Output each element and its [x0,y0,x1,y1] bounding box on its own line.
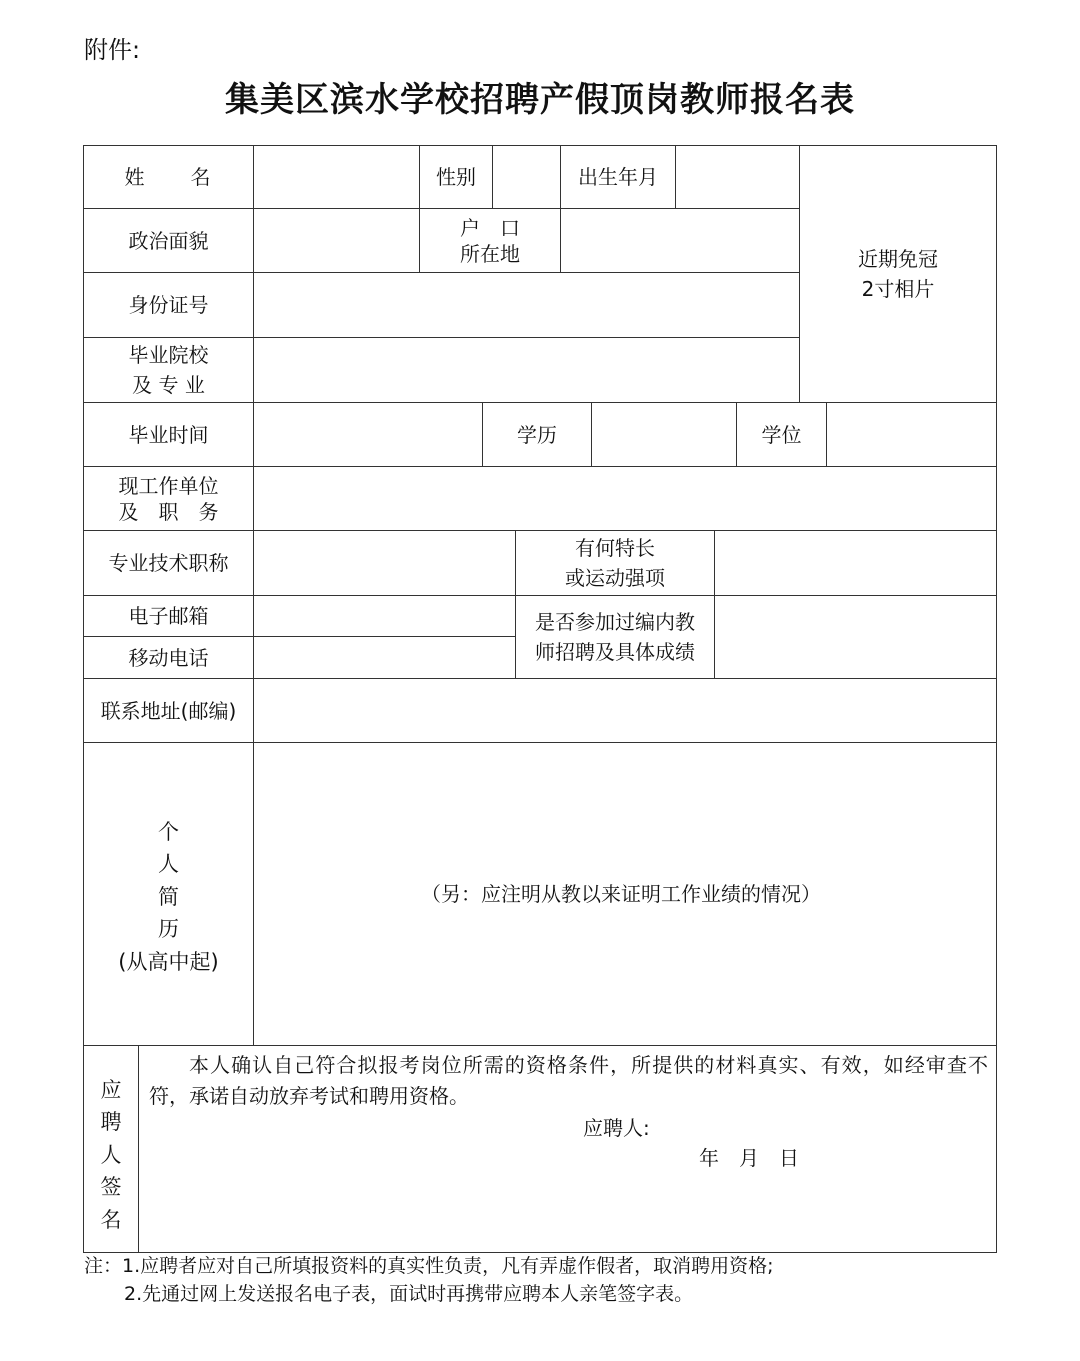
photo-hint-line1: 近期免冠 [858,247,938,271]
political-field[interactable] [253,208,420,273]
school-label-line2: 及 专 业 [132,373,205,397]
hukou-label-line1: 户 口 [460,215,520,240]
specialty-field[interactable] [714,530,997,596]
gender-label: 性别 [419,145,493,209]
photo-hint-line2: 2寸相片 [861,277,935,301]
title-rank-label: 专业技术职称 [83,530,254,596]
id-number-label: 身份证号 [83,272,254,338]
prior-label-line1: 是否参加过编内教 [535,610,695,634]
email-field[interactable] [253,595,516,637]
resume-char: 人 [158,852,179,877]
grad-time-field[interactable] [253,402,483,467]
resume-char: 历 [158,917,179,942]
name-label: 姓 名 [83,145,254,209]
birth-field[interactable] [675,145,800,209]
address-label: 联系地址(邮编) [83,678,254,743]
degree-field[interactable] [826,402,997,467]
declaration-text: 本人确认自己符合拟报考岗位所需的资格条件，所提供的材料真实、有效，如经审查不符，承诺自动放弃考试和聘用资格。 [149,1053,988,1108]
birth-label: 出生年月 [560,145,676,209]
resume-char: 个 [158,819,179,844]
grad-time-label: 毕业时间 [83,402,254,467]
id-number-field[interactable] [253,272,800,338]
education-label: 学历 [482,402,592,467]
address-field[interactable] [253,678,997,743]
specialty-label [515,530,715,596]
declaration-box[interactable] [138,1045,997,1253]
gender-field[interactable] [492,145,561,209]
sign-char: 聘 [100,1110,122,1135]
work-label [83,466,254,531]
note-line-1: 注：1.应聘者应对自己所填报资料的真实性负责，凡有弄虚作假者，取消聘用资格; [84,1255,774,1277]
mobile-label: 移动电话 [83,636,254,679]
mobile-field[interactable] [253,636,516,679]
resume-field[interactable] [253,742,997,1046]
title-rank-field[interactable] [253,530,516,596]
prior-recruitment-label [515,595,715,679]
sign-char: 应 [100,1077,122,1102]
hukou-label-line2: 所在地 [460,241,520,266]
note-line-2: 2.先通过网上发送报名电子表，面试时再携带应聘本人亲笔签字表。 [124,1282,694,1305]
sign-char: 人 [100,1142,122,1167]
email-label: 电子邮箱 [83,595,254,637]
work-label-line2: 及 职 务 [118,499,219,524]
political-label: 政治面貌 [83,208,254,273]
resume-label [83,742,254,1046]
prior-recruitment-field[interactable] [714,595,997,679]
photo-box[interactable] [799,145,997,403]
specialty-label-line1: 有何特长 [575,536,655,560]
specialty-label-line2: 或运动强项 [565,566,665,590]
sign-char: 名 [100,1207,122,1232]
work-label-line1: 现工作单位 [118,473,219,498]
page-title: 集美区滨水学校招聘产假顶岗教师报名表 [225,80,855,120]
sign-char: 签 [100,1175,122,1200]
education-field[interactable] [591,402,737,467]
hukou-field[interactable] [560,208,800,273]
notes [84,1253,774,1308]
resume-hint: （另：应注明从教以来证明工作业绩的情况） [421,882,821,906]
hukou-label [419,208,561,273]
date-label: 年 月 日 [699,1146,799,1170]
name-field[interactable] [253,145,420,209]
school-label-line1: 毕业院校 [128,343,209,367]
school-label [83,337,254,403]
degree-label: 学位 [736,402,827,467]
signature-label [83,1045,139,1253]
prior-label-line2: 师招聘及具体成绩 [535,640,695,664]
school-field[interactable] [253,337,800,403]
applicant-label: 应聘人: [583,1116,650,1140]
resume-char: 简 [158,884,179,909]
work-field[interactable] [253,466,997,531]
resume-note: (从高中起) [118,949,219,974]
attachment-label: 附件: [84,36,141,64]
